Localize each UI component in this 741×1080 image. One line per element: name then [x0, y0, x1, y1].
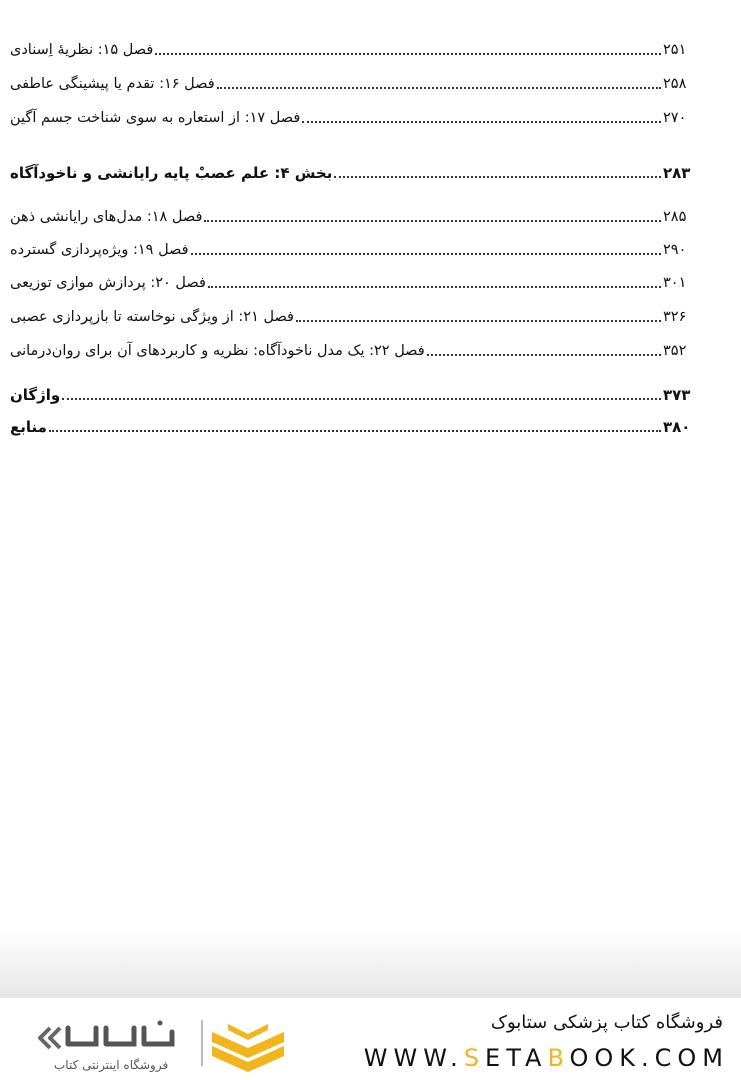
toc-entry[interactable] — [10, 203, 697, 227]
toc-entry-page: ۳۷۳ — [663, 386, 691, 404]
dot-leader — [62, 398, 661, 400]
logo-chevrons-icon — [40, 1028, 60, 1048]
toc-entry-page: ۲۷۰ — [663, 110, 687, 126]
store-url-link[interactable] — [364, 1044, 729, 1072]
footer-shadow — [0, 930, 741, 998]
dot-leader — [296, 320, 661, 322]
url-accent-letter: B — [547, 1044, 570, 1072]
toc-section-heading[interactable] — [10, 381, 697, 405]
url-part: OOK.COM — [569, 1044, 729, 1072]
toc-entry[interactable] — [10, 303, 697, 327]
toc-entry-title: فصل ۲۰: پردازش موازی توزیعی — [10, 275, 206, 291]
toc-entry-title: فصل ۱۵: نظریهٔ اِسنادی — [10, 42, 154, 58]
toc-section-heading[interactable] — [10, 159, 697, 183]
toc-section-heading[interactable] — [10, 413, 697, 437]
dot-leader — [191, 253, 661, 255]
toc-entry-page: ۳۲۶ — [663, 309, 687, 325]
toc-entry-page: ۲۹۰ — [663, 242, 687, 258]
dot-leader — [334, 176, 661, 178]
toc-entry-page: ۳۵۲ — [663, 343, 687, 359]
toc-entry-title: واژگان — [10, 386, 61, 404]
toc-entry-page: ۳۸۰ — [663, 418, 691, 436]
toc-entry-title: فصل ۱۸: مدل‌های رایانشی ذهن — [10, 209, 203, 225]
logo-wordmark-icon — [68, 1021, 172, 1045]
toc-entry-page: ۲۸۵ — [663, 209, 687, 225]
toc-entry[interactable] — [10, 236, 697, 260]
url-part: ETA — [485, 1044, 548, 1072]
toc-entry[interactable] — [10, 337, 697, 361]
logo-tagline: فروشگاه اینترنتی کتاب — [54, 1058, 169, 1072]
toc-entry[interactable] — [10, 269, 697, 293]
toc-entry-page: ۲۸۳ — [663, 164, 691, 182]
toc-entry[interactable] — [10, 104, 697, 128]
dot-leader — [155, 53, 661, 55]
toc-entry-page: ۲۵۱ — [663, 42, 687, 58]
toc-entry-page: ۲۵۸ — [663, 76, 687, 92]
toc-entry[interactable] — [10, 70, 697, 94]
dot-leader — [208, 286, 661, 288]
dot-leader — [49, 430, 661, 432]
book-emblem-icon — [212, 1024, 284, 1072]
toc-entry-title: منابع — [10, 418, 47, 436]
toc-entry-title: فصل ۱۶: تقدم یا پیشینگی عاطفی — [10, 76, 215, 92]
dot-leader — [217, 87, 661, 89]
url-part: WWW. — [363, 1044, 464, 1072]
toc-entry-title: فصل ۲۱: از ویژگی نوخاسته تا بازپردازی عصبی — [10, 309, 294, 325]
toc-entry-title: فصل ۲۲: یک مدل ناخودآگاه: نظریه و کاربردهای آن برای روان‌درمانی — [10, 343, 425, 359]
toc-entry-title: فصل ۱۷: از استعاره به سوی شناخت جسم آگین — [10, 110, 301, 126]
store-title: فروشگاه کتاب پزشکی ستابوک — [490, 1012, 723, 1033]
dot-leader — [302, 121, 661, 123]
dot-leader — [427, 354, 661, 356]
toc-entry-title: بخش ۴: علم عصبْ پایه رایانشی و ناخودآگاه — [10, 164, 333, 182]
toc-entry-title: فصل ۱۹: ویژه‌پردازی گسترده — [10, 242, 189, 258]
dot-leader — [204, 220, 661, 222]
store-footer — [0, 998, 741, 1080]
url-accent-letter: S — [463, 1044, 486, 1072]
toc-entry[interactable] — [10, 36, 697, 60]
toc-entry-page: ۳۰۱ — [663, 275, 687, 291]
